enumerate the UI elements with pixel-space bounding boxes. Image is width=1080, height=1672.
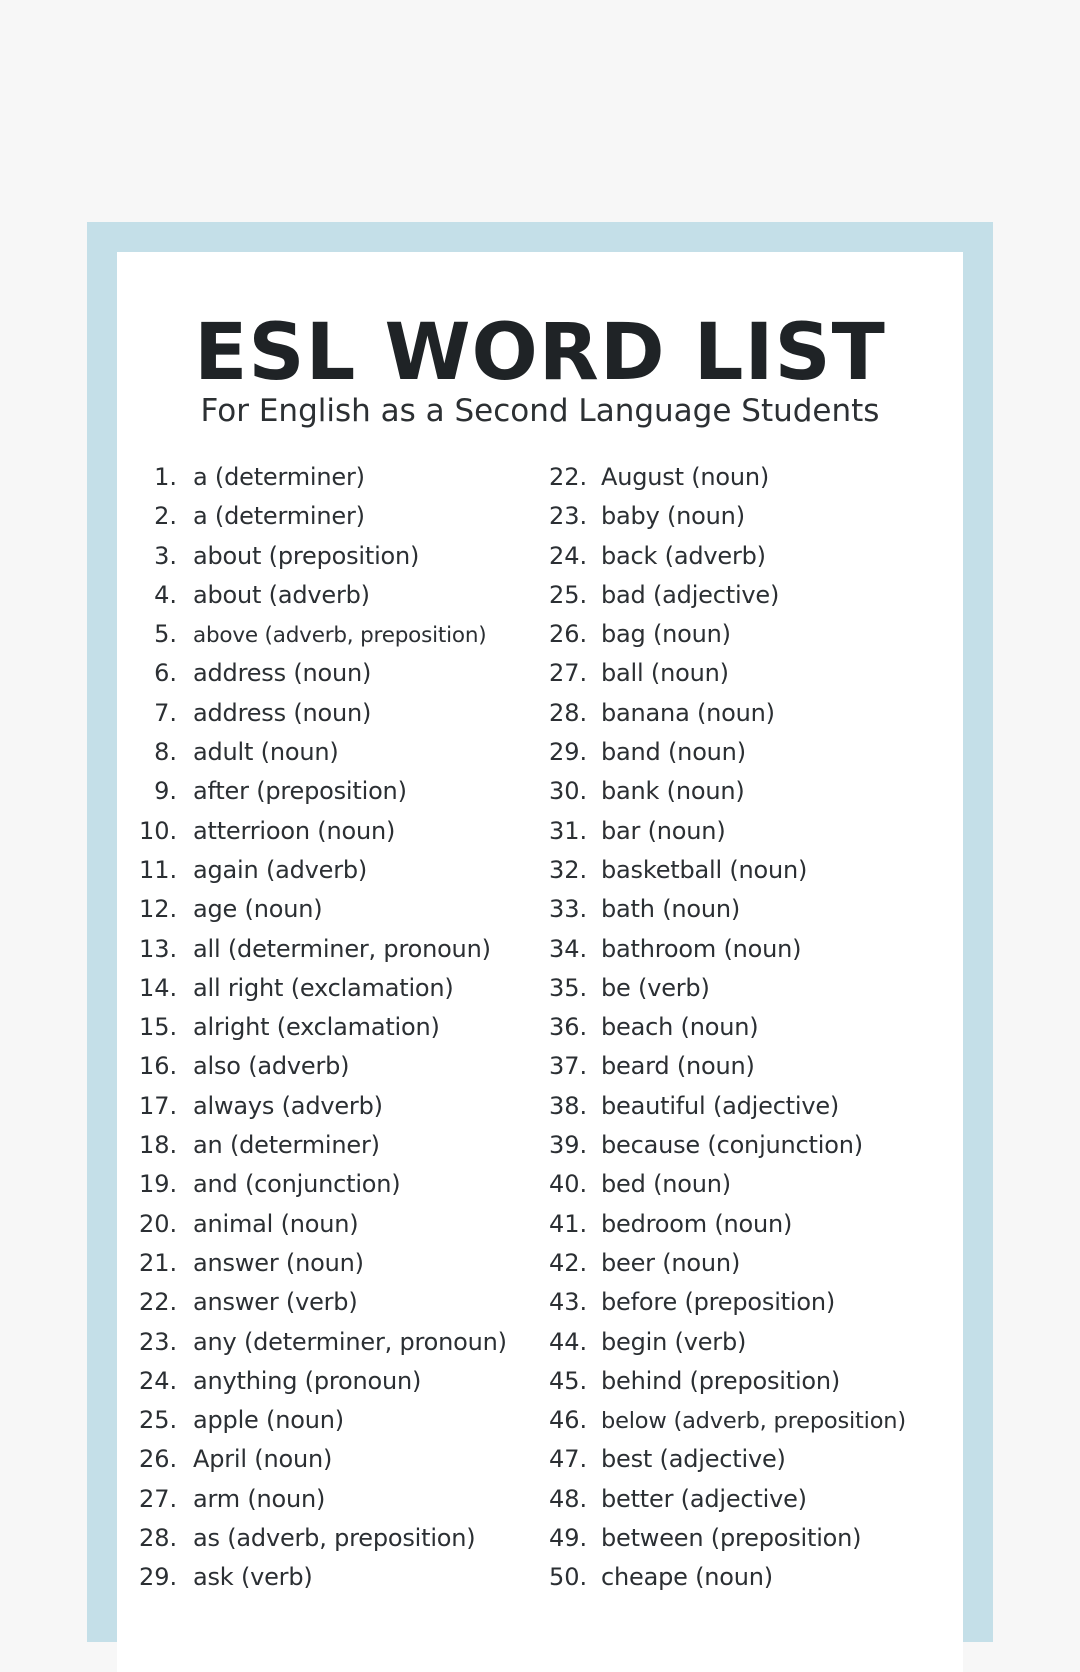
list-item	[139, 1013, 549, 1052]
item-word: bathroom (noun)	[601, 934, 802, 963]
list-item	[139, 817, 549, 856]
item-word: as (adverb, preposition)	[193, 1524, 476, 1553]
item-number: 22.	[139, 1288, 178, 1317]
item-word: a (determiner)	[193, 502, 365, 531]
item-number: 8.	[154, 738, 177, 767]
item-number: 24.	[139, 1366, 178, 1395]
list-item	[139, 581, 549, 620]
item-word: best (adjective)	[601, 1445, 786, 1474]
item-word: because (conjunction)	[601, 1131, 863, 1160]
item-word: beer (noun)	[601, 1248, 741, 1277]
list-item	[549, 1328, 963, 1367]
list-item	[549, 935, 963, 974]
item-number: 26.	[549, 620, 588, 649]
list-item	[549, 895, 963, 934]
item-number: 31.	[549, 816, 588, 845]
item-word: August (noun)	[601, 463, 770, 491]
item-word: before (preposition)	[601, 1288, 835, 1317]
item-number: 10.	[139, 816, 178, 845]
list-item	[139, 935, 549, 974]
list-item	[549, 1052, 963, 1091]
poster-subtitle: For English as a Second Language Students	[200, 393, 880, 429]
item-number: 29.	[549, 738, 588, 767]
item-word: address (noun)	[193, 659, 372, 688]
item-word: band (noun)	[601, 738, 746, 767]
list-item	[549, 463, 963, 502]
item-word: below (adverb, preposition)	[601, 1408, 906, 1435]
item-number: 42.	[549, 1248, 588, 1277]
list-item	[549, 1485, 963, 1524]
item-word: bed (noun)	[601, 1170, 731, 1199]
item-number: 34.	[549, 934, 588, 963]
item-number: 29.	[139, 1563, 178, 1592]
item-word: age (noun)	[193, 895, 323, 924]
item-word: banana (noun)	[601, 698, 775, 727]
item-number: 46.	[549, 1406, 588, 1435]
item-word: baby (noun)	[601, 502, 745, 531]
item-word: beard (noun)	[601, 1052, 755, 1081]
item-word: always (adverb)	[193, 1091, 383, 1120]
item-word: apple (noun)	[193, 1406, 344, 1435]
list-item	[549, 1131, 963, 1170]
item-word: all right (exclamation)	[193, 973, 454, 1002]
word-list-poster	[117, 252, 963, 1672]
list-item	[549, 699, 963, 738]
item-number: 7.	[154, 698, 177, 727]
item-word: alright (exclamation)	[193, 1013, 440, 1042]
item-number: 30.	[549, 777, 588, 806]
list-item	[139, 1170, 549, 1209]
item-number: 6.	[154, 659, 177, 688]
list-item	[139, 974, 549, 1013]
item-number: 23.	[549, 502, 588, 531]
list-item	[549, 1524, 963, 1563]
list-item	[549, 620, 963, 659]
item-word: ask (verb)	[193, 1563, 313, 1592]
item-number: 16.	[139, 1052, 178, 1081]
item-word: animal (noun)	[193, 1209, 359, 1238]
item-word: be (verb)	[601, 973, 710, 1002]
item-number: 38.	[549, 1091, 588, 1120]
list-item	[549, 1406, 963, 1445]
list-item	[139, 1288, 549, 1327]
item-number: 39.	[549, 1131, 588, 1160]
list-item	[549, 974, 963, 1013]
list-item	[139, 699, 549, 738]
item-word: an (determiner)	[193, 1131, 380, 1160]
list-item	[549, 738, 963, 777]
list-item	[139, 1485, 549, 1524]
item-number: 13.	[139, 934, 178, 963]
list-item	[549, 1367, 963, 1406]
item-number: 25.	[139, 1406, 178, 1435]
item-number: 9.	[154, 777, 177, 806]
list-item	[139, 542, 549, 581]
item-word: beach (noun)	[601, 1013, 759, 1042]
list-item	[139, 502, 549, 541]
item-number: 11.	[139, 855, 178, 884]
list-item	[549, 1013, 963, 1052]
item-number: 15.	[139, 1013, 178, 1042]
item-number: 32.	[549, 855, 588, 884]
item-number: 3.	[154, 541, 177, 570]
item-number: 40.	[549, 1170, 588, 1199]
item-number: 12.	[139, 895, 178, 924]
item-number: 14.	[139, 973, 178, 1002]
list-item	[549, 1170, 963, 1209]
item-word: bedroom (noun)	[601, 1209, 793, 1238]
item-word: again (adverb)	[193, 855, 368, 884]
item-word: anything (pronoun)	[193, 1366, 422, 1395]
list-item	[139, 895, 549, 934]
list-item	[549, 502, 963, 541]
list-item	[549, 1288, 963, 1327]
item-word: bank (noun)	[601, 777, 745, 806]
list-item	[549, 1092, 963, 1131]
item-number: 27.	[139, 1484, 178, 1513]
list-item	[139, 620, 549, 659]
item-word: bad (adjective)	[601, 580, 780, 609]
item-number: 1.	[154, 463, 177, 491]
item-word: about (preposition)	[193, 541, 420, 570]
item-number: 26.	[139, 1445, 178, 1474]
item-number: 50.	[549, 1563, 588, 1592]
word-list-left-column	[139, 463, 549, 1603]
item-word: about (adverb)	[193, 580, 370, 609]
item-number: 47.	[549, 1445, 588, 1474]
item-number: 4.	[154, 580, 177, 609]
item-word: after (preposition)	[193, 777, 407, 806]
list-item	[549, 1563, 963, 1602]
item-number: 24.	[549, 541, 588, 570]
item-number: 41.	[549, 1209, 588, 1238]
list-item	[139, 738, 549, 777]
list-item	[139, 1524, 549, 1563]
list-item	[549, 581, 963, 620]
item-word: atterrioon (noun)	[193, 816, 396, 845]
item-number: 33.	[549, 895, 588, 924]
item-word: back (adverb)	[601, 541, 766, 570]
item-word: arm (noun)	[193, 1484, 326, 1513]
item-word: all (determiner, pronoun)	[193, 934, 491, 963]
item-number: 36.	[549, 1013, 588, 1042]
list-item	[549, 1210, 963, 1249]
item-word: basketball (noun)	[601, 855, 808, 884]
item-word: and (conjunction)	[193, 1170, 401, 1199]
item-word: bath (noun)	[601, 895, 741, 924]
item-word: answer (verb)	[193, 1288, 358, 1317]
item-word: bag (noun)	[601, 620, 731, 649]
list-item	[549, 542, 963, 581]
item-number: 22.	[549, 463, 588, 491]
item-number: 5.	[154, 620, 177, 649]
item-number: 25.	[549, 580, 588, 609]
list-item	[139, 1092, 549, 1131]
item-number: 28.	[549, 698, 588, 727]
item-word: begin (verb)	[601, 1327, 747, 1356]
list-item	[139, 1052, 549, 1091]
list-item	[549, 777, 963, 816]
poster-title: ESL WORD LIST	[194, 308, 886, 398]
item-number: 28.	[139, 1524, 178, 1553]
item-word: any (determiner, pronoun)	[193, 1327, 507, 1356]
list-item	[549, 856, 963, 895]
item-number: 44.	[549, 1327, 588, 1356]
list-item	[549, 1445, 963, 1484]
word-list-right-column	[549, 463, 963, 1603]
item-word: between (preposition)	[601, 1524, 862, 1553]
item-number: 2.	[154, 502, 177, 531]
item-word: above (adverb, preposition)	[193, 623, 487, 649]
list-item	[139, 1249, 549, 1288]
item-word: April (noun)	[193, 1445, 333, 1474]
item-word: a (determiner)	[193, 463, 365, 491]
list-item	[139, 463, 549, 502]
list-item	[139, 1131, 549, 1170]
list-item	[139, 1367, 549, 1406]
item-word: also (adverb)	[193, 1052, 350, 1081]
item-number: 49.	[549, 1524, 588, 1553]
list-item	[139, 1210, 549, 1249]
item-word: beautiful (adjective)	[601, 1091, 840, 1120]
item-number: 43.	[549, 1288, 588, 1317]
poster-frame	[87, 222, 993, 1642]
item-number: 48.	[549, 1484, 588, 1513]
item-number: 27.	[549, 659, 588, 688]
item-number: 37.	[549, 1052, 588, 1081]
item-word: ball (noun)	[601, 659, 729, 688]
list-item	[549, 659, 963, 698]
item-number: 23.	[139, 1327, 178, 1356]
list-item	[139, 1328, 549, 1367]
item-word: behind (preposition)	[601, 1366, 841, 1395]
item-word: better (adjective)	[601, 1484, 807, 1513]
list-item	[549, 817, 963, 856]
list-item	[139, 856, 549, 895]
list-item	[139, 1563, 549, 1602]
item-word: bar (noun)	[601, 816, 726, 845]
item-word: adult (noun)	[193, 738, 339, 767]
list-item	[549, 1249, 963, 1288]
item-number: 35.	[549, 973, 588, 1002]
item-word: answer (noun)	[193, 1248, 364, 1277]
item-word: cheape (noun)	[601, 1563, 773, 1592]
item-number: 17.	[139, 1091, 178, 1120]
item-number: 21.	[139, 1248, 178, 1277]
item-number: 20.	[139, 1209, 178, 1238]
item-number: 45.	[549, 1366, 588, 1395]
item-number: 18.	[139, 1131, 178, 1160]
item-number: 19.	[139, 1170, 178, 1199]
item-word: address (noun)	[193, 698, 372, 727]
list-item	[139, 1406, 549, 1445]
list-item	[139, 777, 549, 816]
list-item	[139, 1445, 549, 1484]
list-item	[139, 659, 549, 698]
